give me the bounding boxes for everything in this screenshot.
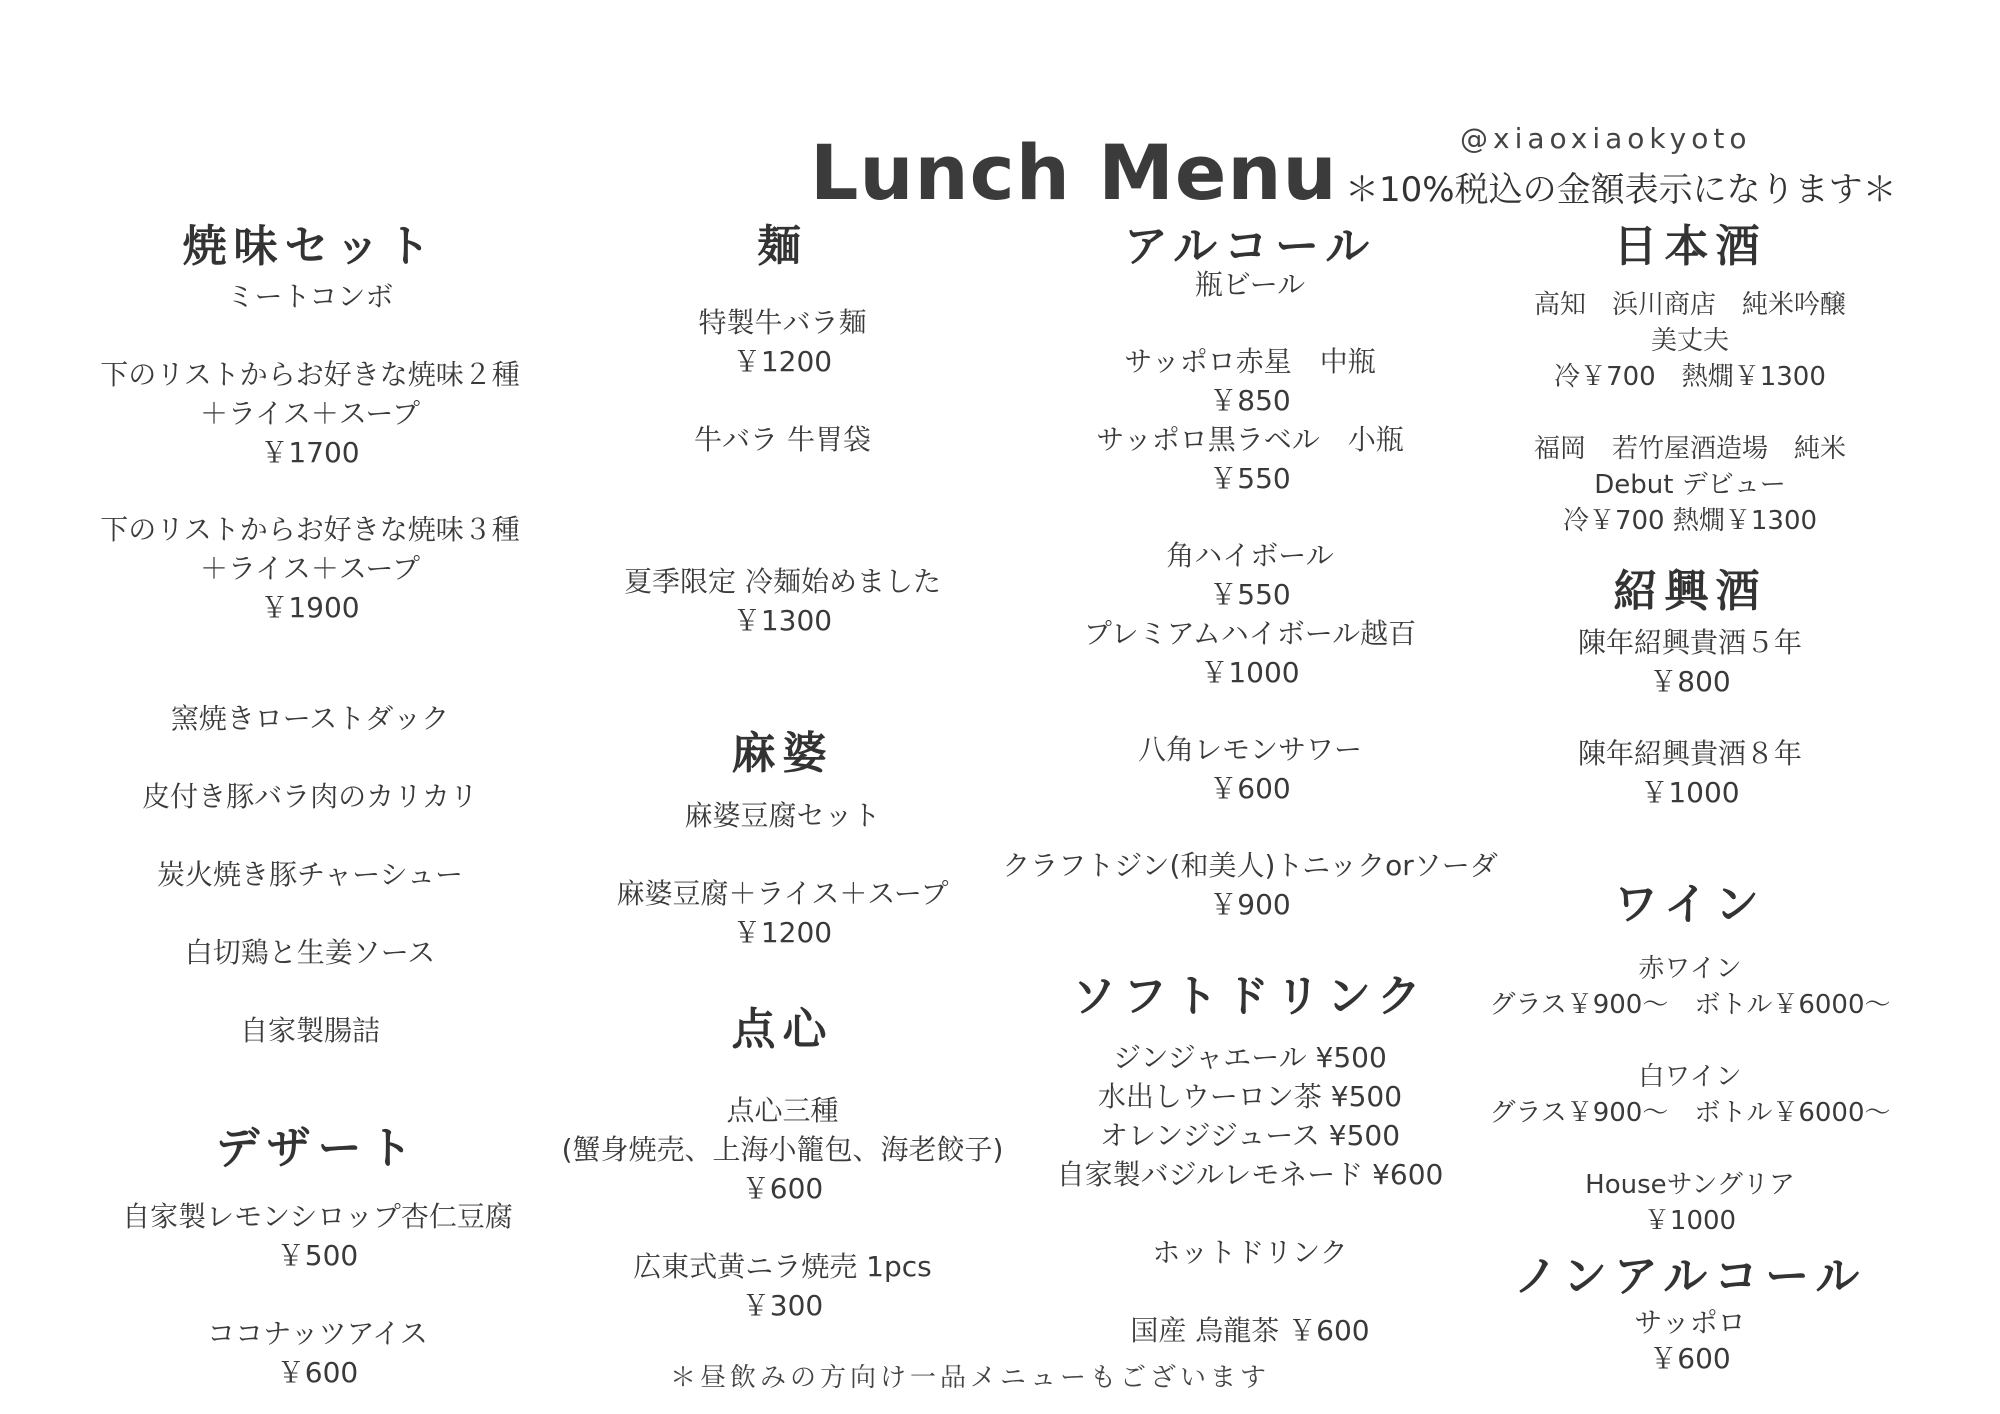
menu-item: 下のリストからお好きな焼味３種 [100, 513, 520, 546]
menu-item: 美丈夫 [1650, 326, 1729, 356]
menu-price: 冷￥700 熱燗￥1300 [1554, 362, 1826, 392]
section-heading-shaoxing: 紹興酒 [1613, 566, 1767, 617]
menu-price: ￥550 [1209, 578, 1291, 611]
menu-price: ￥1200 [732, 916, 833, 949]
menu-item: 炭火焼き豚チャーシュー [156, 858, 464, 891]
menu-item: 広東式黄ニラ焼売 1pcs [633, 1250, 932, 1283]
menu-price: ￥600 [1209, 772, 1291, 805]
menu-item: 下のリストからお好きな焼味２種 [100, 358, 520, 391]
tax-note: ＊10%税込の金額表示になります＊ [1345, 170, 1897, 210]
menu-item: サッポロ [1634, 1306, 1746, 1339]
menu-item: 自家製腸詰 [239, 1014, 380, 1047]
menu-item: 白切鶏と生姜ソース [184, 936, 436, 969]
menu-price: ￥1700 [260, 436, 360, 469]
section-heading-soft-drinks: ソフトドリンク [1071, 971, 1429, 1022]
menu-price: ￥900 [1209, 888, 1291, 921]
section-heading-noodles: 麺 [757, 221, 808, 272]
menu-item: 福岡 若竹屋酒造場 純米 [1533, 434, 1846, 464]
menu-price: ￥1000 [1640, 776, 1740, 809]
menu-item: オレンジジュース ¥500 [1099, 1119, 1401, 1152]
section-heading-wine: ワイン [1614, 879, 1766, 930]
menu-item: ＋ライス＋スープ [199, 397, 421, 430]
menu-title: Lunch Menu [810, 128, 1338, 217]
section-heading-dimsum: 点心 [731, 1004, 834, 1055]
menu-price: ￥600 [741, 1172, 824, 1205]
section-heading-dessert: デザート [215, 1123, 420, 1174]
menu-item: 赤ワイン [1638, 954, 1742, 984]
section-heading-mapo: 麻婆 [731, 728, 834, 779]
menu-item: 白ワイン [1638, 1062, 1742, 1092]
menu-price: ￥500 [276, 1239, 359, 1272]
menu-item: 自家製バジルレモネード ¥600 [1056, 1158, 1444, 1191]
menu-price: ￥800 [1649, 665, 1731, 698]
menu-price: グラス￥900～ ボトル￥6000～ [1489, 1098, 1891, 1128]
menu-item: 点心三種 [726, 1094, 839, 1127]
menu-item: プレミアムハイボール越百 [1083, 617, 1417, 650]
menu-item: ココナッツアイス [207, 1317, 428, 1350]
menu-item: 角ハイボール [1166, 539, 1334, 572]
menu-price: ￥1900 [260, 591, 360, 624]
menu-item: 皮付き豚バラ肉のカリカリ [142, 780, 478, 813]
menu-item: ジンジャエール ¥500 [1113, 1041, 1387, 1074]
menu-item: 窯焼きローストダック [170, 702, 450, 735]
menu-item: 国産 烏龍茶 ￥600 [1130, 1314, 1370, 1347]
menu-item: クラフトジン(和美人)トニックorソーダ [1002, 849, 1498, 882]
menu-item: ミートコンボ [226, 280, 394, 313]
menu-price: ￥1000 [1643, 1206, 1737, 1236]
menu-price: ￥850 [1209, 384, 1291, 417]
menu-item: ホットドリンク [1152, 1236, 1348, 1269]
menu-price: ￥1000 [1200, 656, 1300, 689]
menu-item: 瓶ビール [1194, 268, 1306, 301]
menu-item: サッポロ赤星 中瓶 [1124, 345, 1376, 378]
menu-price: ￥600 [1649, 1342, 1731, 1375]
section-heading-alcohol: アルコール [1123, 221, 1377, 272]
menu-item: 麻婆豆腐セット [684, 799, 881, 832]
menu-item: 陳年紹興貴酒８年 [1577, 737, 1802, 770]
menu-price: 冷￥700 熱燗￥1300 [1562, 506, 1818, 536]
menu-item: 夏季限定 冷麺始めました [624, 565, 941, 598]
instagram-handle: @xiaoxiaokyoto [1460, 122, 1752, 155]
menu-price: ￥1300 [732, 604, 833, 637]
section-heading-yakimi-set: 焼味セット [182, 221, 438, 272]
section-heading-sake: 日本酒 [1613, 221, 1767, 272]
menu-price: ￥300 [741, 1289, 824, 1322]
menu-item: (蟹身焼売、上海小籠包、海老餃子) [561, 1133, 1004, 1166]
menu-item: 麻婆豆腐＋ライス＋スープ [616, 877, 949, 910]
menu-item: サッポロ黒ラベル 小瓶 [1096, 423, 1404, 456]
menu-price: ￥1200 [732, 345, 833, 378]
menu-item: 水出しウーロン茶 ¥500 [1097, 1080, 1403, 1113]
menu-price: ￥600 [276, 1356, 359, 1389]
menu-item: 陳年紹興貴酒５年 [1577, 626, 1802, 659]
menu-price: グラス￥900～ ボトル￥6000～ [1489, 990, 1891, 1020]
menu-item: Houseサングリア [1585, 1170, 1795, 1200]
menu-price: ￥550 [1209, 462, 1291, 495]
menu-item: 八角レモンサワー [1137, 733, 1362, 766]
menu-item: Debut デビュー [1594, 470, 1786, 500]
menu-item: 牛バラ 牛胃袋 [694, 423, 871, 456]
menu-item: ＋ライス＋スープ [199, 552, 421, 585]
menu-item: 高知 浜川商店 純米吟醸 [1533, 290, 1846, 320]
menu-item: 自家製レモンシロップ杏仁豆腐 [122, 1200, 513, 1233]
menu-item: 特製牛バラ麺 [698, 306, 867, 339]
footer-note: ＊昼飲みの方向け一品メニューもございます [670, 1363, 1271, 1393]
section-heading-non-alcohol: ノンアルコール [1513, 1251, 1867, 1302]
